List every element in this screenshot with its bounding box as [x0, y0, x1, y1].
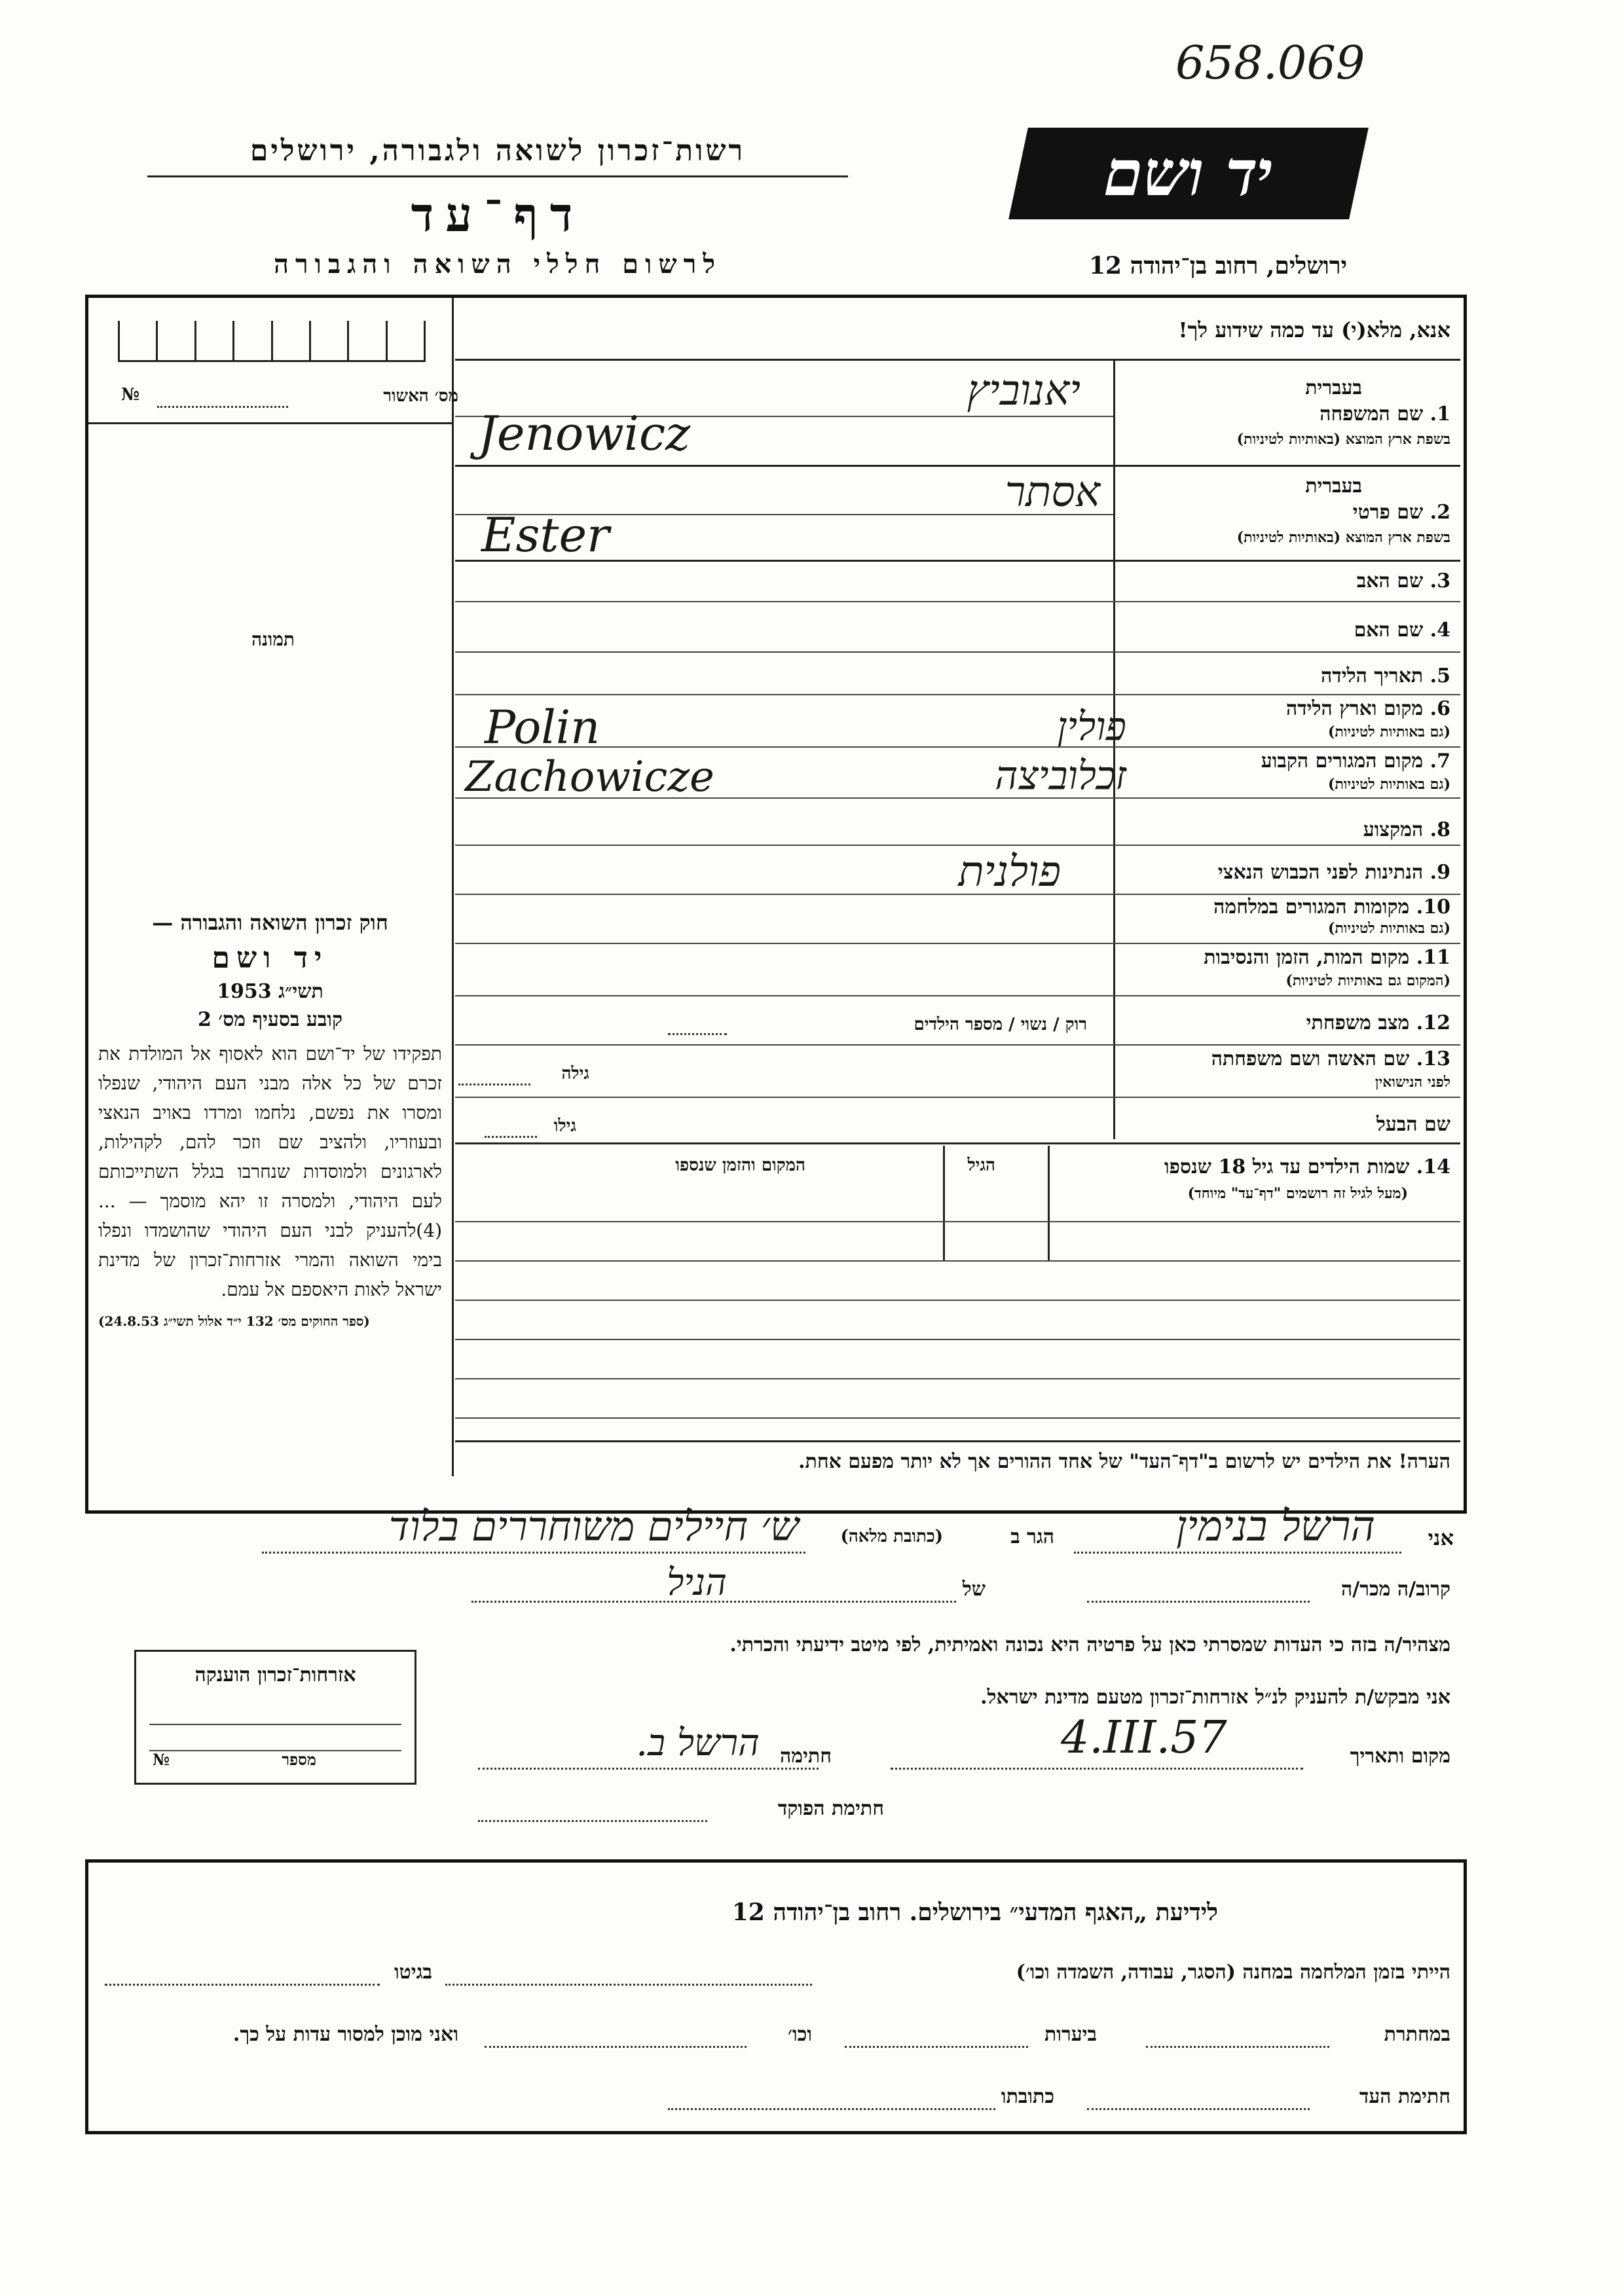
approval-boxes: [118, 321, 426, 362]
law-citation: (ספר החוקים מס׳ 132 י״ד אלול תשי״ג 24.8.53): [98, 1313, 370, 1329]
decl-signature-line: [478, 1768, 819, 1770]
field-6-sub: (גם באותיות לטיניות): [1327, 723, 1450, 740]
approval-number-line: [157, 406, 288, 408]
children-count-line: [668, 1033, 727, 1035]
field-5-divider: [455, 694, 1460, 695]
field-13-label: 13. שם האשה ושם משפחתה: [1211, 1048, 1450, 1070]
children-row-5: [455, 1378, 1460, 1379]
decl-relation-value[interactable]: הניל: [667, 1561, 727, 1604]
field-7-latin-value[interactable]: Zachowicze: [465, 753, 714, 801]
children-col-divider-1: [943, 1146, 945, 1260]
decl-place-date-label: מקום ותאריך: [1350, 1745, 1450, 1768]
law-title: חוק זכרון השואה והגבורה —: [152, 910, 388, 935]
field-7-divider: [455, 797, 1460, 799]
field-7-hebrew-value[interactable]: זכלוביצה: [995, 753, 1126, 799]
children-label: 14. שמות הילדים עד גיל 18 שנספו: [1164, 1156, 1450, 1178]
field-2-hebrew-value[interactable]: אסתר: [1005, 468, 1100, 517]
wife-age-label: גילה: [561, 1064, 589, 1084]
footer-underground-dots: [1146, 2046, 1329, 2048]
authority-name: רשות־זכרון לשואה ולגבורה, ירושלים: [249, 134, 746, 168]
decl-officer-line: [478, 1820, 707, 1822]
footer-witness-signature: חתימת העד: [1359, 2085, 1450, 2108]
decl-officer-label: חתימת הפוקד: [777, 1797, 884, 1820]
husband-age-label: גילו: [553, 1116, 576, 1136]
children-table-bottom: [455, 1440, 1460, 1442]
footer-line1-end: בגיטו: [394, 1961, 432, 1984]
hebrew-label-1: בעברית: [1305, 376, 1362, 399]
field-2-latin-value[interactable]: Ester: [481, 507, 610, 562]
field-1-hebrew-value[interactable]: יאנוביץ: [967, 367, 1080, 415]
approval-label: מס׳ האשור: [383, 386, 458, 406]
field-13-sub: לפני הנישואין: [1375, 1074, 1450, 1091]
field-11-label: 11. מקום המות, הזמן והנסיבות: [1204, 946, 1450, 969]
field-10-sub: (גם באותיות לטיניות): [1327, 920, 1450, 937]
field-6-divider: [455, 746, 1460, 748]
decl-signature-value[interactable]: הרשל ב.: [636, 1722, 760, 1764]
decl-address-value[interactable]: ש׳ חיילים משוחררים בלוד: [388, 1503, 799, 1550]
field-4-label: 4. שם האם: [1354, 619, 1450, 642]
field-11-divider: [455, 995, 1460, 996]
authority-underline: [147, 175, 848, 177]
field-9-label: 9. הנתינות לפני הכבוש הנאצי: [1217, 861, 1450, 884]
field-1-latin-value[interactable]: Jenowicz: [478, 406, 691, 461]
label-column-divider: [1113, 360, 1115, 1139]
children-row-2: [455, 1260, 1460, 1262]
certificate-box: [134, 1650, 416, 1785]
field-12-divider: [455, 1044, 1460, 1046]
photo-label: תמונה: [251, 629, 295, 650]
field-3-divider: [455, 601, 1460, 602]
decl-signature-label: חתימה: [780, 1745, 832, 1768]
field-6-label: 6. מקום וארץ הלידה: [1285, 697, 1450, 720]
children-col-place: המקום והזמן שנספו: [675, 1156, 805, 1175]
form-intro: אנא, מלא(י) עד כמה שידוע לך!: [1178, 318, 1450, 342]
law-block: [98, 910, 442, 1330]
field-6-latin-value[interactable]: Polin: [485, 701, 600, 754]
children-col-age: הגיל: [967, 1156, 995, 1175]
children-row-3: [455, 1300, 1460, 1301]
decl-address-line: [262, 1552, 805, 1554]
decl-relation-label: קרוב/ה מכר/ה: [1341, 1578, 1450, 1601]
certificate-number-symbol: №: [153, 1750, 170, 1769]
footer-underground: במחתרת: [1384, 2023, 1450, 2046]
approval-number-symbol: №: [121, 385, 140, 405]
field-7-sub: (גם באותיות לטיניות): [1327, 776, 1450, 793]
footer-line1: הייתי בזמן המלחמה במחנה (הסגר, עבודה, השמדה וכו׳): [1016, 1961, 1450, 1984]
field-9-divider: [455, 894, 1460, 895]
field-1-sub: בשפת ארץ המוצא (באותיות לטיניות): [1236, 431, 1450, 448]
footer-line1-dots: [445, 1984, 812, 1986]
footer-address: כתובתו: [1001, 2085, 1054, 2108]
footer-forests-dots: [845, 2046, 1028, 2048]
field-1-divider: [455, 465, 1460, 467]
decl-statement: מצהיר/ה בזה כי העדות שמסרתי כאן על פרטיה היא נכונה ואמיתית, לפי מיטב ידיעתי והכרתי.: [729, 1633, 1450, 1656]
decl-name-value[interactable]: הרשל בנימין: [1176, 1503, 1375, 1551]
wife-age-line: [458, 1084, 530, 1085]
footer-witness-dots: [1087, 2108, 1310, 2110]
children-sub: (מעל לגיל זה רושמים "דף־עד" מיוחד): [1187, 1185, 1408, 1202]
form-note: הערה! את הילדים יש לרשום ב"דף־העד" של אחד ההורים אך לא יותר מפעם אחת.: [798, 1450, 1450, 1473]
children-row-6: [455, 1417, 1460, 1419]
approval-divider: [88, 422, 452, 424]
field-2-sub: בשפת ארץ המוצא (באותיות לטיניות): [1236, 529, 1450, 546]
footer-ghetto-dots: [105, 1984, 380, 1986]
archive-number: 658.069: [1175, 36, 1365, 90]
field-6-hebrew-value[interactable]: פולין: [1057, 704, 1126, 750]
decl-request: אני מבקש/ת להעניק לנ״ל אזרחות־זכרון מטעם מדינת ישראל.: [980, 1686, 1450, 1709]
footer-title: לידיעת „האגף המדעי״ בירושלים. רחוב בן־יהודה 12: [731, 1899, 1218, 1926]
footer-line2-end: ואני מוכן למסור עדות על כך.: [232, 2023, 458, 2046]
decl-place-date-value[interactable]: 4.III.57: [1061, 1712, 1227, 1764]
husband-divider: [455, 1142, 1460, 1144]
field-10-divider: [455, 943, 1460, 944]
field-7-label: 7. מקום המגורים הקבוע: [1261, 750, 1450, 773]
law-name: יד ושם: [212, 941, 329, 975]
field-2-divider: [455, 560, 1460, 562]
field-1-label: 1. שם המשפחה: [1320, 403, 1450, 426]
footer-etc-dots: [485, 2046, 747, 2048]
field-10-label: 10. מקומות המגורים במלחמה: [1213, 896, 1450, 919]
field-2-label: 2. שם פרטי: [1352, 501, 1450, 524]
field-8-divider: [455, 845, 1460, 846]
decl-address-label: (כתובת מלאה): [840, 1527, 943, 1546]
husband-label: שם הבעל: [1376, 1113, 1450, 1136]
left-column-divider: [452, 298, 454, 1476]
field-3-label: 3. שם האב: [1356, 570, 1450, 592]
footer-etc: וכו׳: [788, 2023, 812, 2046]
footer-address-dots: [668, 2108, 995, 2110]
intro-divider: [455, 359, 1460, 361]
certificate-number-label: מספר: [282, 1750, 316, 1769]
yad-vashem-logo: יד ושם: [1008, 128, 1369, 219]
law-year: תשי״ג 1953: [217, 980, 323, 1003]
decl-relation-line: [1087, 1601, 1310, 1603]
field-11-sub: (המקום גם באותיות לטיניות): [1285, 972, 1450, 989]
field-13-divider: [455, 1097, 1460, 1098]
hebrew-label-2: בעברית: [1305, 475, 1362, 498]
law-section: קובע בסעיף מס׳ 2: [197, 1008, 343, 1031]
husband-age-line: [485, 1136, 537, 1138]
field-12-label: 12. מצב משפחתי: [1306, 1011, 1450, 1034]
decl-gar-b: הגר ב: [1010, 1525, 1054, 1548]
decl-of-label: של: [962, 1578, 986, 1601]
footer-forests: ביערות: [1044, 2023, 1097, 2046]
field-4-divider: [455, 651, 1460, 653]
field-9-hebrew-value[interactable]: פולנית: [958, 848, 1061, 896]
children-row-1: [455, 1221, 1460, 1222]
marital-status-options[interactable]: רוק / נשוי / מספר הילדים: [913, 1015, 1087, 1034]
children-row-4: [455, 1339, 1460, 1340]
law-text: תפקידו של יד־ושם הוא לאסוף אל המולדת את זכרם של כל אלה מבני העם היהודי, שנפלו ומסרו את נפשם, נלחמו ומרדו באויב הנאצי ובעוזריו, ולהציב שם וזכר להם, לקהילות, לארגונים ולמוסדות שנחרבו בגלל השתייכותם לעם היהודי, ולמסרה זו יהא מוסמך — ...(4)להעניק לבני העם היהודי שהושמדו ונפלו בימי השואה והמרי אזרחות־זכרון של מדינת ישראל לאות היאספם אל עמם.: [98, 1043, 442, 1300]
form-subtitle: לרשום חללי השואה והגבורה: [273, 249, 722, 280]
decl-ani: אני: [1428, 1525, 1454, 1550]
address: ירושלים, רחוב בן־יהודה 12: [1088, 252, 1348, 280]
field-8-label: 8. המקצוע: [1363, 818, 1450, 841]
certificate-title: אזרחות־זכרון הוענקה: [194, 1664, 356, 1686]
decl-place-date-line: [891, 1768, 1303, 1770]
decl-name-line: [1074, 1552, 1401, 1554]
field-5-label: 5. תאריך הלידה: [1321, 665, 1450, 687]
form-title: דף־עד: [411, 187, 585, 242]
children-col-divider-2: [1048, 1146, 1050, 1260]
